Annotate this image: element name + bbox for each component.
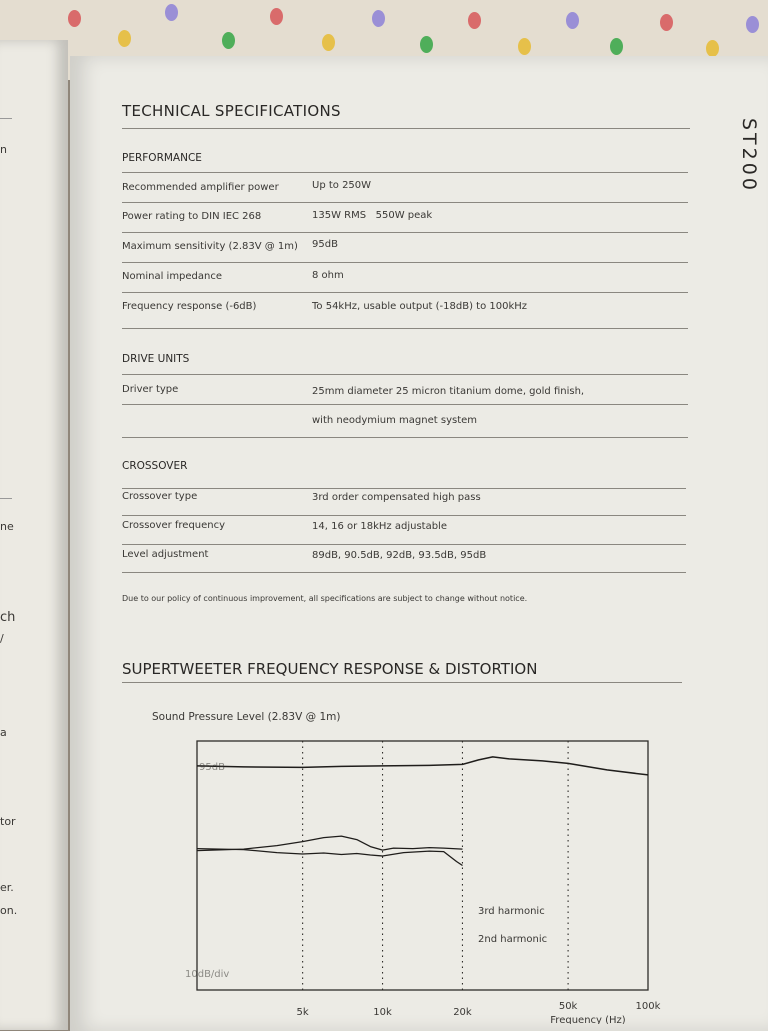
harmonic-series-line	[197, 836, 463, 851]
y-scale-label: 10dB/div	[185, 969, 230, 980]
specifications-note: Due to our policy of continuous improvement, all specifications are subject to change without notice.	[122, 594, 528, 603]
left-page-fragment: a	[0, 726, 7, 739]
spec-label: Nominal impedance	[122, 271, 223, 282]
spec-label: Recommended amplifier power	[122, 182, 279, 193]
left-page-fragment: ch	[0, 610, 16, 625]
plot-frame	[197, 741, 648, 990]
series-label: 3rd harmonic	[478, 906, 545, 917]
x-axis-label: Frequency (Hz)	[550, 1015, 626, 1024]
spec-label: Power rating to DIN IEC 268	[122, 211, 262, 222]
graph-title: SUPERTWEETER FREQUENCY RESPONSE & DISTORTION	[122, 660, 538, 678]
spec-label: Level adjustment	[122, 549, 209, 560]
response-series-line	[197, 757, 648, 775]
model-name: ST200	[738, 118, 760, 193]
spec-label: Crossover type	[122, 491, 198, 502]
x-tick-label: 50k	[558, 1001, 578, 1012]
spec-value: with neodymium magnet system	[312, 415, 478, 426]
left-page-fragment: on.	[0, 904, 18, 917]
section-heading-performance: PERFORMANCE	[122, 152, 202, 164]
left-page-fragment: er.	[0, 881, 14, 894]
left-page-fragment: tor	[0, 815, 16, 828]
spec-value: To 54kHz, usable output (-18dB) to 100kHz	[312, 301, 528, 312]
spec-label: Crossover frequency	[122, 520, 226, 531]
spec-value: 135W RMS 550W peak	[312, 210, 433, 221]
spec-label: Frequency response (-6dB)	[122, 301, 257, 312]
x-tick-label: 100k	[635, 1001, 661, 1012]
x-tick-label: 20k	[453, 1007, 472, 1018]
x-tick-label: 5k	[296, 1007, 309, 1018]
spec-label: Maximum sensitivity (2.83V @ 1m)	[122, 241, 298, 252]
left-page-fragment: ne	[0, 520, 14, 533]
series-label: 2nd harmonic	[478, 934, 548, 945]
section-heading-crossover: CROSSOVER	[122, 460, 188, 472]
spec-value: Up to 250W	[312, 180, 372, 191]
page-title: TECHNICAL SPECIFICATIONS	[122, 102, 341, 120]
left-page-fragment: n	[0, 143, 7, 156]
spec-value: 8 ohm	[312, 270, 344, 281]
harmonic-series-line	[197, 849, 463, 866]
section-heading-drive-units: DRIVE UNITS	[122, 353, 190, 365]
y-reference-label: 95dB	[199, 761, 225, 773]
spec-label: Driver type	[122, 384, 179, 395]
spec-value: 3rd order compensated high pass	[312, 492, 481, 503]
spec-value: 95dB	[312, 239, 338, 250]
left-page-fragment: /	[0, 632, 4, 645]
spec-value: 25mm diameter 25 micron titanium dome, gold finish,	[312, 386, 585, 397]
spec-value: 89dB, 90.5dB, 92dB, 93.5dB, 95dB	[312, 550, 487, 561]
spec-value: 14, 16 or 18kHz adjustable	[312, 521, 447, 532]
chart-y-axis-label: Sound Pressure Level (2.83V @ 1m)	[152, 711, 341, 723]
x-tick-label: 10k	[373, 1007, 392, 1018]
